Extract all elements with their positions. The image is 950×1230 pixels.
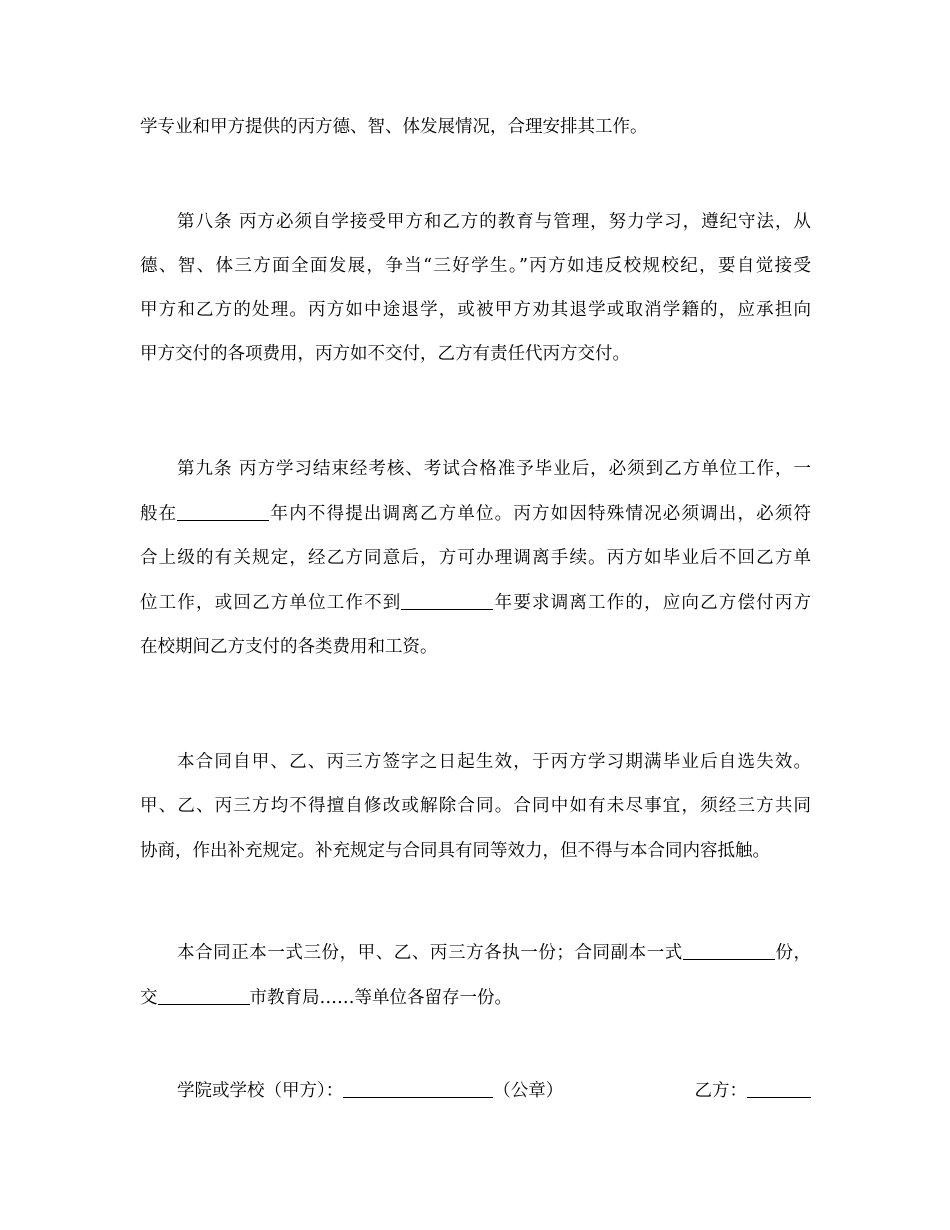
party-b-signature: 乙方：	[695, 1077, 812, 1104]
article-8-line-2: 德、智、体三方面全面发展，争当“三好学生。”丙方如违反校规校纪，要自觉接受	[140, 256, 811, 276]
recipient-blank-field[interactable]	[158, 984, 250, 1005]
article-8-line-1: 第八条 丙方必须自学接受甲方和乙方的教育与管理，努力学习，遵纪守法，从	[177, 212, 811, 232]
effectivity-line-2: 甲、乙、丙三方均不得擅自修改或解除合同。合同中如有未尽事宜，须经三方共同	[140, 796, 811, 816]
min-years-blank-field[interactable]	[401, 589, 493, 610]
copies-line-1: 本合同正本一式三份，甲、乙、丙三方各执一份；合同副本一式 份，	[140, 939, 811, 966]
effectivity-line-1: 本合同自甲、乙、丙三方签字之日起生效，于丙方学习期满毕业后自选失效。	[177, 752, 811, 772]
party-a-blank-field[interactable]	[343, 1077, 493, 1098]
article-9-line-2: 般在 年内不得提出调离乙方单位。丙方如因特殊情况必须调出，必须符	[140, 500, 811, 527]
copies-line-2: 交 市教育局……等单位各留存一份。	[140, 984, 811, 1011]
article-9-line-4: 位工作，或回乙方单位工作不到 年要求调离工作的，应向乙方偿付丙方	[140, 589, 811, 616]
signature-row	[177, 1077, 811, 1105]
party-b-blank-field[interactable]	[747, 1077, 811, 1098]
party-a-signature: 学院或学校（甲方）： （公章）	[177, 1077, 563, 1104]
article-9-line-1: 第九条 丙方学习结束经考核、考试合格准予毕业后，必须到乙方单位工作，一	[177, 459, 811, 479]
copies-count-blank-field[interactable]	[683, 939, 775, 960]
article-9-line-3: 合上级的有关规定，经乙方同意后，方可办理调离手续。丙方如毕业后不回乙方单	[140, 548, 811, 568]
article-8-line-3: 甲方和乙方的处理。丙方如中途退学，或被甲方劝其退学或取消学籍的，应承担向	[140, 300, 811, 320]
article-8-line-4: 甲方交付的各项费用，丙方如不交付，乙方有责任代丙方交付。	[140, 344, 630, 364]
article-9-line-5: 在校期间乙方支付的各类费用和工资。	[140, 637, 438, 657]
effectivity-line-3: 协商，作出补充规定。补充规定与合同具有同等效力，但不得与本合同内容抵触。	[140, 841, 770, 861]
paragraph-line: 学专业和甲方提供的丙方德、智、体发展情况，合理安排其工作。	[140, 117, 648, 137]
years-blank-field[interactable]	[177, 500, 269, 521]
